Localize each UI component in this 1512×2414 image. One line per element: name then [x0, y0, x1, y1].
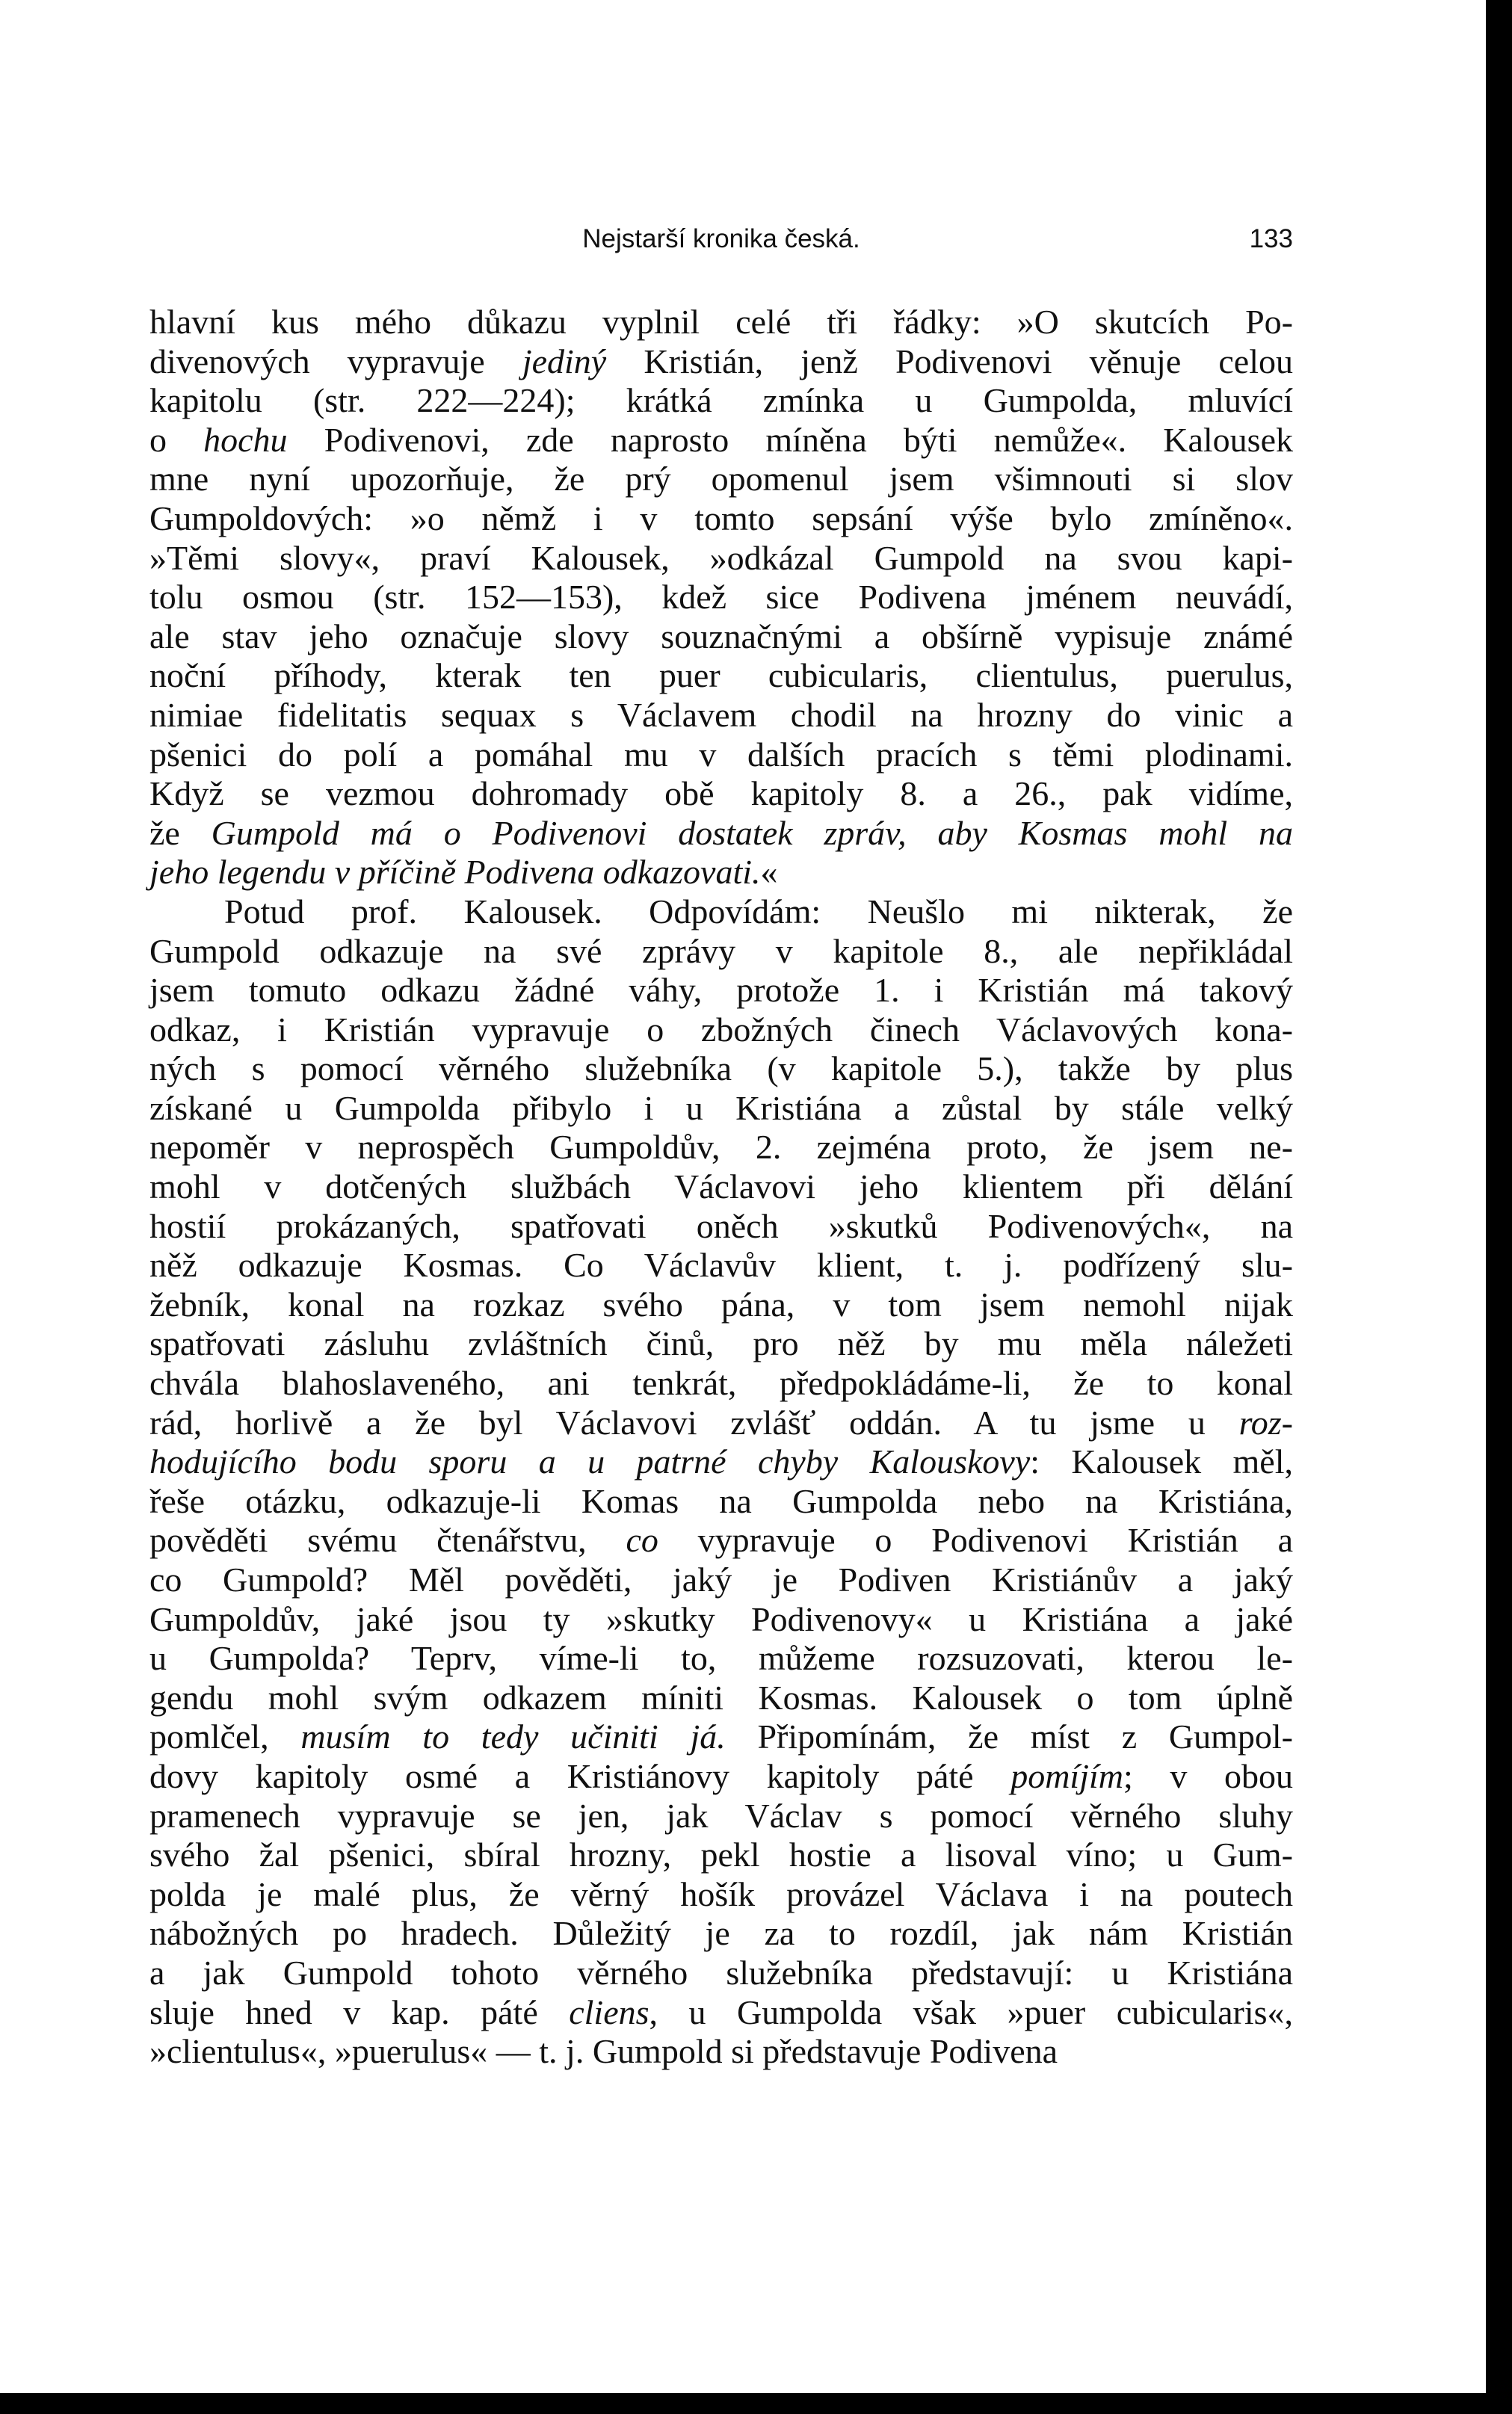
text-segment: hlavní kus mého důkazu vyplnil celé tři řádky: »O skutcích Po- — [149, 303, 1293, 341]
text-segment: nepoměr v neprospěch Gumpoldův, 2. zejména proto, že jsem ne- — [149, 1128, 1293, 1167]
text-line — [149, 578, 1293, 617]
text-line — [149, 499, 1293, 539]
text-line — [149, 814, 1293, 853]
text-segment: něž odkazuje Kosmas. Co Václavův klient, t. j. podřízený slu- — [149, 1246, 1293, 1285]
text-line — [149, 1364, 1293, 1404]
italic-text: Gumpold má o Podivenovi dostatek zpráv, aby Kosmas mohl na — [211, 813, 1293, 852]
body-text — [149, 303, 1293, 2072]
italic-text: hodujícího bodu sporu a u patrné chyby Kalouskovy — [149, 1442, 1031, 1481]
text-line — [149, 1442, 1293, 1482]
text-segment: ; v obou — [1123, 1756, 1294, 1795]
text-segment: »Těmi slovy«, praví Kalousek, »odkázal Gumpold na svou kapi- — [149, 538, 1293, 577]
text-line — [149, 774, 1293, 814]
text-line — [149, 421, 1293, 460]
italic-text: hochu — [203, 420, 288, 459]
page-number: 133 — [1249, 224, 1293, 253]
text-segment: pramenech vypravuje se jen, jak Václav s pomocí věrného sluhy — [149, 1796, 1293, 1835]
text-segment: gendu mohl svým odkazem míniti Kosmas. Kalousek o tom úplně — [149, 1678, 1293, 1717]
page-header — [149, 224, 1293, 263]
text-line — [149, 1797, 1293, 1836]
text-line — [149, 381, 1293, 421]
text-segment: Gumpoldův, jaké jsou ty »skutky Podivenovy« u Kristiána a jaké — [149, 1599, 1293, 1638]
text-segment: a jak Gumpold tohoto věrného služebníka představují: u Kristiána — [149, 1953, 1293, 1992]
text-segment: pověděti svému čtenářstvu, — [149, 1521, 626, 1560]
text-segment: jsem tomuto odkazu žádné váhy, protože 1. i Kristián má takový — [149, 971, 1293, 1010]
text-line — [149, 1324, 1293, 1364]
text-segment: co Gumpold? Měl pověděti, jaký je Podiven Kristiánův a jaký — [149, 1561, 1293, 1599]
text-line — [149, 1167, 1293, 1207]
text-segment: Když se vezmou dohromady obě kapitoly 8. a 26., pak vidíme, — [149, 774, 1293, 813]
text-segment: pomlčel, — [149, 1717, 301, 1756]
text-line — [149, 971, 1293, 1010]
text-segment: řeše otázku, odkazuje-li Komas na Gumpolda nebo na Kristiána, — [149, 1481, 1293, 1520]
text-segment: divenových vypravuje — [149, 342, 522, 380]
text-line — [149, 1679, 1293, 1718]
text-segment: polda je malé plus, že věrný hošík provázel Václava i na poutech — [149, 1874, 1293, 1913]
text-segment: kapitolu (str. 222—224); krátká zmínka u Gumpolda, mluvící — [149, 381, 1293, 420]
text-segment: nimiae fidelitatis sequax s Václavem chodil na hrozny do vinic a — [149, 695, 1293, 734]
text-line — [149, 735, 1293, 775]
text-segment: pšenici do polí a pomáhal mu v dalších pracích s těmi plodinami. — [149, 735, 1293, 774]
text-line — [149, 342, 1293, 382]
text-segment: noční příhody, kterak ten puer cubicularis, clientulus, puerulus, — [149, 656, 1293, 695]
text-line — [149, 2032, 1293, 2072]
text-segment: sluje hned v kap. páté — [149, 1992, 570, 2031]
text-segment: Kristián, jenž Podivenovi věnuje celou — [606, 342, 1294, 380]
text-line — [149, 1049, 1293, 1089]
text-line — [149, 617, 1293, 657]
text-line — [149, 1246, 1293, 1285]
text-line — [149, 1089, 1293, 1129]
text-line — [149, 853, 1293, 892]
text-line — [149, 1128, 1293, 1167]
text-line — [149, 303, 1293, 342]
text-segment: mne nyní upozorňuje, že prý opomenul jsem všimnouti si slov — [149, 460, 1293, 498]
text-segment: dovy kapitoly osmé a Kristiánovy kapitoly páté — [149, 1756, 1011, 1795]
text-line — [149, 1010, 1293, 1050]
text-segment: u Gumpolda? Teprv, víme-li to, můžeme rozsuzovati, kterou le- — [149, 1639, 1293, 1678]
text-segment: : Kalousek měl, — [1030, 1442, 1293, 1481]
text-line — [149, 1875, 1293, 1915]
text-segment: nábožných po hradech. Důležitý je za to rozdíl, jak nám Kristián — [149, 1914, 1293, 1953]
italic-text: jediný — [522, 342, 607, 380]
text-line — [149, 932, 1293, 972]
text-line — [149, 460, 1293, 499]
text-segment: Gumpold odkazuje na své zprávy v kapitole 8., ale nepřikládal — [149, 931, 1293, 970]
text-segment: tolu osmou (str. 152—153), kdež sice Podivena jménem neuvádí, — [149, 578, 1293, 617]
text-segment: žebník, konal na rozkaz svého pána, v tom jsem nemohl nijak — [149, 1285, 1293, 1324]
text-line — [149, 1914, 1293, 1954]
text-segment: vypravuje o Podivenovi Kristián a — [658, 1521, 1294, 1560]
text-line — [149, 1482, 1293, 1522]
text-line — [149, 1757, 1293, 1797]
text-segment: Podivenovi, zde naprosto míněna býti nemůže«. Kalousek — [287, 420, 1293, 459]
text-segment: odkaz, i Kristián vypravuje o zbožných činech Václavových kona- — [149, 1010, 1293, 1049]
italic-text: cliens — [569, 1992, 649, 2031]
text-line — [149, 1404, 1293, 1443]
text-segment: svého žal pšenici, sbíral hrozny, pekl hostie a lisoval víno; u Gum- — [149, 1836, 1293, 1874]
italic-text: musím to tedy učiniti já. — [300, 1717, 726, 1756]
text-segment: spatřovati zásluhu zvláštních činů, pro něž by mu měla náležeti — [149, 1324, 1293, 1363]
text-line — [149, 1561, 1293, 1600]
text-segment: Potud prof. Kalousek. Odpovídám: Neušlo mi nikterak, že — [224, 892, 1293, 930]
text-line — [149, 1521, 1293, 1561]
text-line — [149, 696, 1293, 735]
text-line — [149, 539, 1293, 578]
text-line — [149, 1954, 1293, 1993]
text-segment: Připomínám, že míst z Gumpol- — [725, 1717, 1293, 1756]
text-line — [149, 1285, 1293, 1325]
text-segment: Gumpoldových: »o němž i v tomto sepsání výše bylo zmíněno«. — [149, 498, 1293, 537]
text-segment: »clientulus«, »puerulus« — t. j. Gumpold si představuje Podivena — [149, 2032, 1058, 2071]
running-title: Nejstarší kronika česká. — [582, 224, 860, 253]
text-segment: mohl v dotčených službách Václavovi jeho klientem při dělání — [149, 1167, 1293, 1206]
italic-text: co — [626, 1521, 658, 1560]
text-segment: rád, horlivě a že byl Václavovi zvlášť oddán. A tu jsme u — [149, 1403, 1239, 1442]
text-line — [149, 1207, 1293, 1247]
text-segment: získané u Gumpolda přibylo i u Kristiána a zůstal by stále velký — [149, 1088, 1293, 1127]
text-line — [149, 1993, 1293, 2033]
text-line — [149, 656, 1293, 696]
text-line — [149, 1600, 1293, 1640]
italic-text: roz- — [1238, 1403, 1293, 1442]
text-line — [149, 1717, 1293, 1757]
text-segment: že — [149, 813, 212, 852]
text-line — [149, 892, 1293, 932]
text-line — [149, 1836, 1293, 1875]
text-segment: « — [760, 853, 778, 892]
text-segment: hostií prokázaných, spatřovati oněch »skutků Podivenových«, na — [149, 1206, 1293, 1245]
text-segment: ale stav jeho označuje slovy souznačnými a obšírně vypisuje známé — [149, 617, 1293, 655]
text-segment: , u Gumpolda však »puer cubicularis«, — [649, 1992, 1293, 2031]
text-segment: chvála blahoslaveného, ani tenkrát, předpokládáme-li, že to konal — [149, 1364, 1293, 1403]
text-line — [149, 1639, 1293, 1679]
italic-text: jeho legendu v příčině Podivena odkazovati. — [149, 853, 761, 892]
italic-text: pomíjím — [1010, 1756, 1123, 1795]
text-segment: ných s pomocí věrného služebníka (v kapitole 5.), takže by plus — [149, 1049, 1293, 1088]
text-segment: o — [149, 420, 204, 459]
